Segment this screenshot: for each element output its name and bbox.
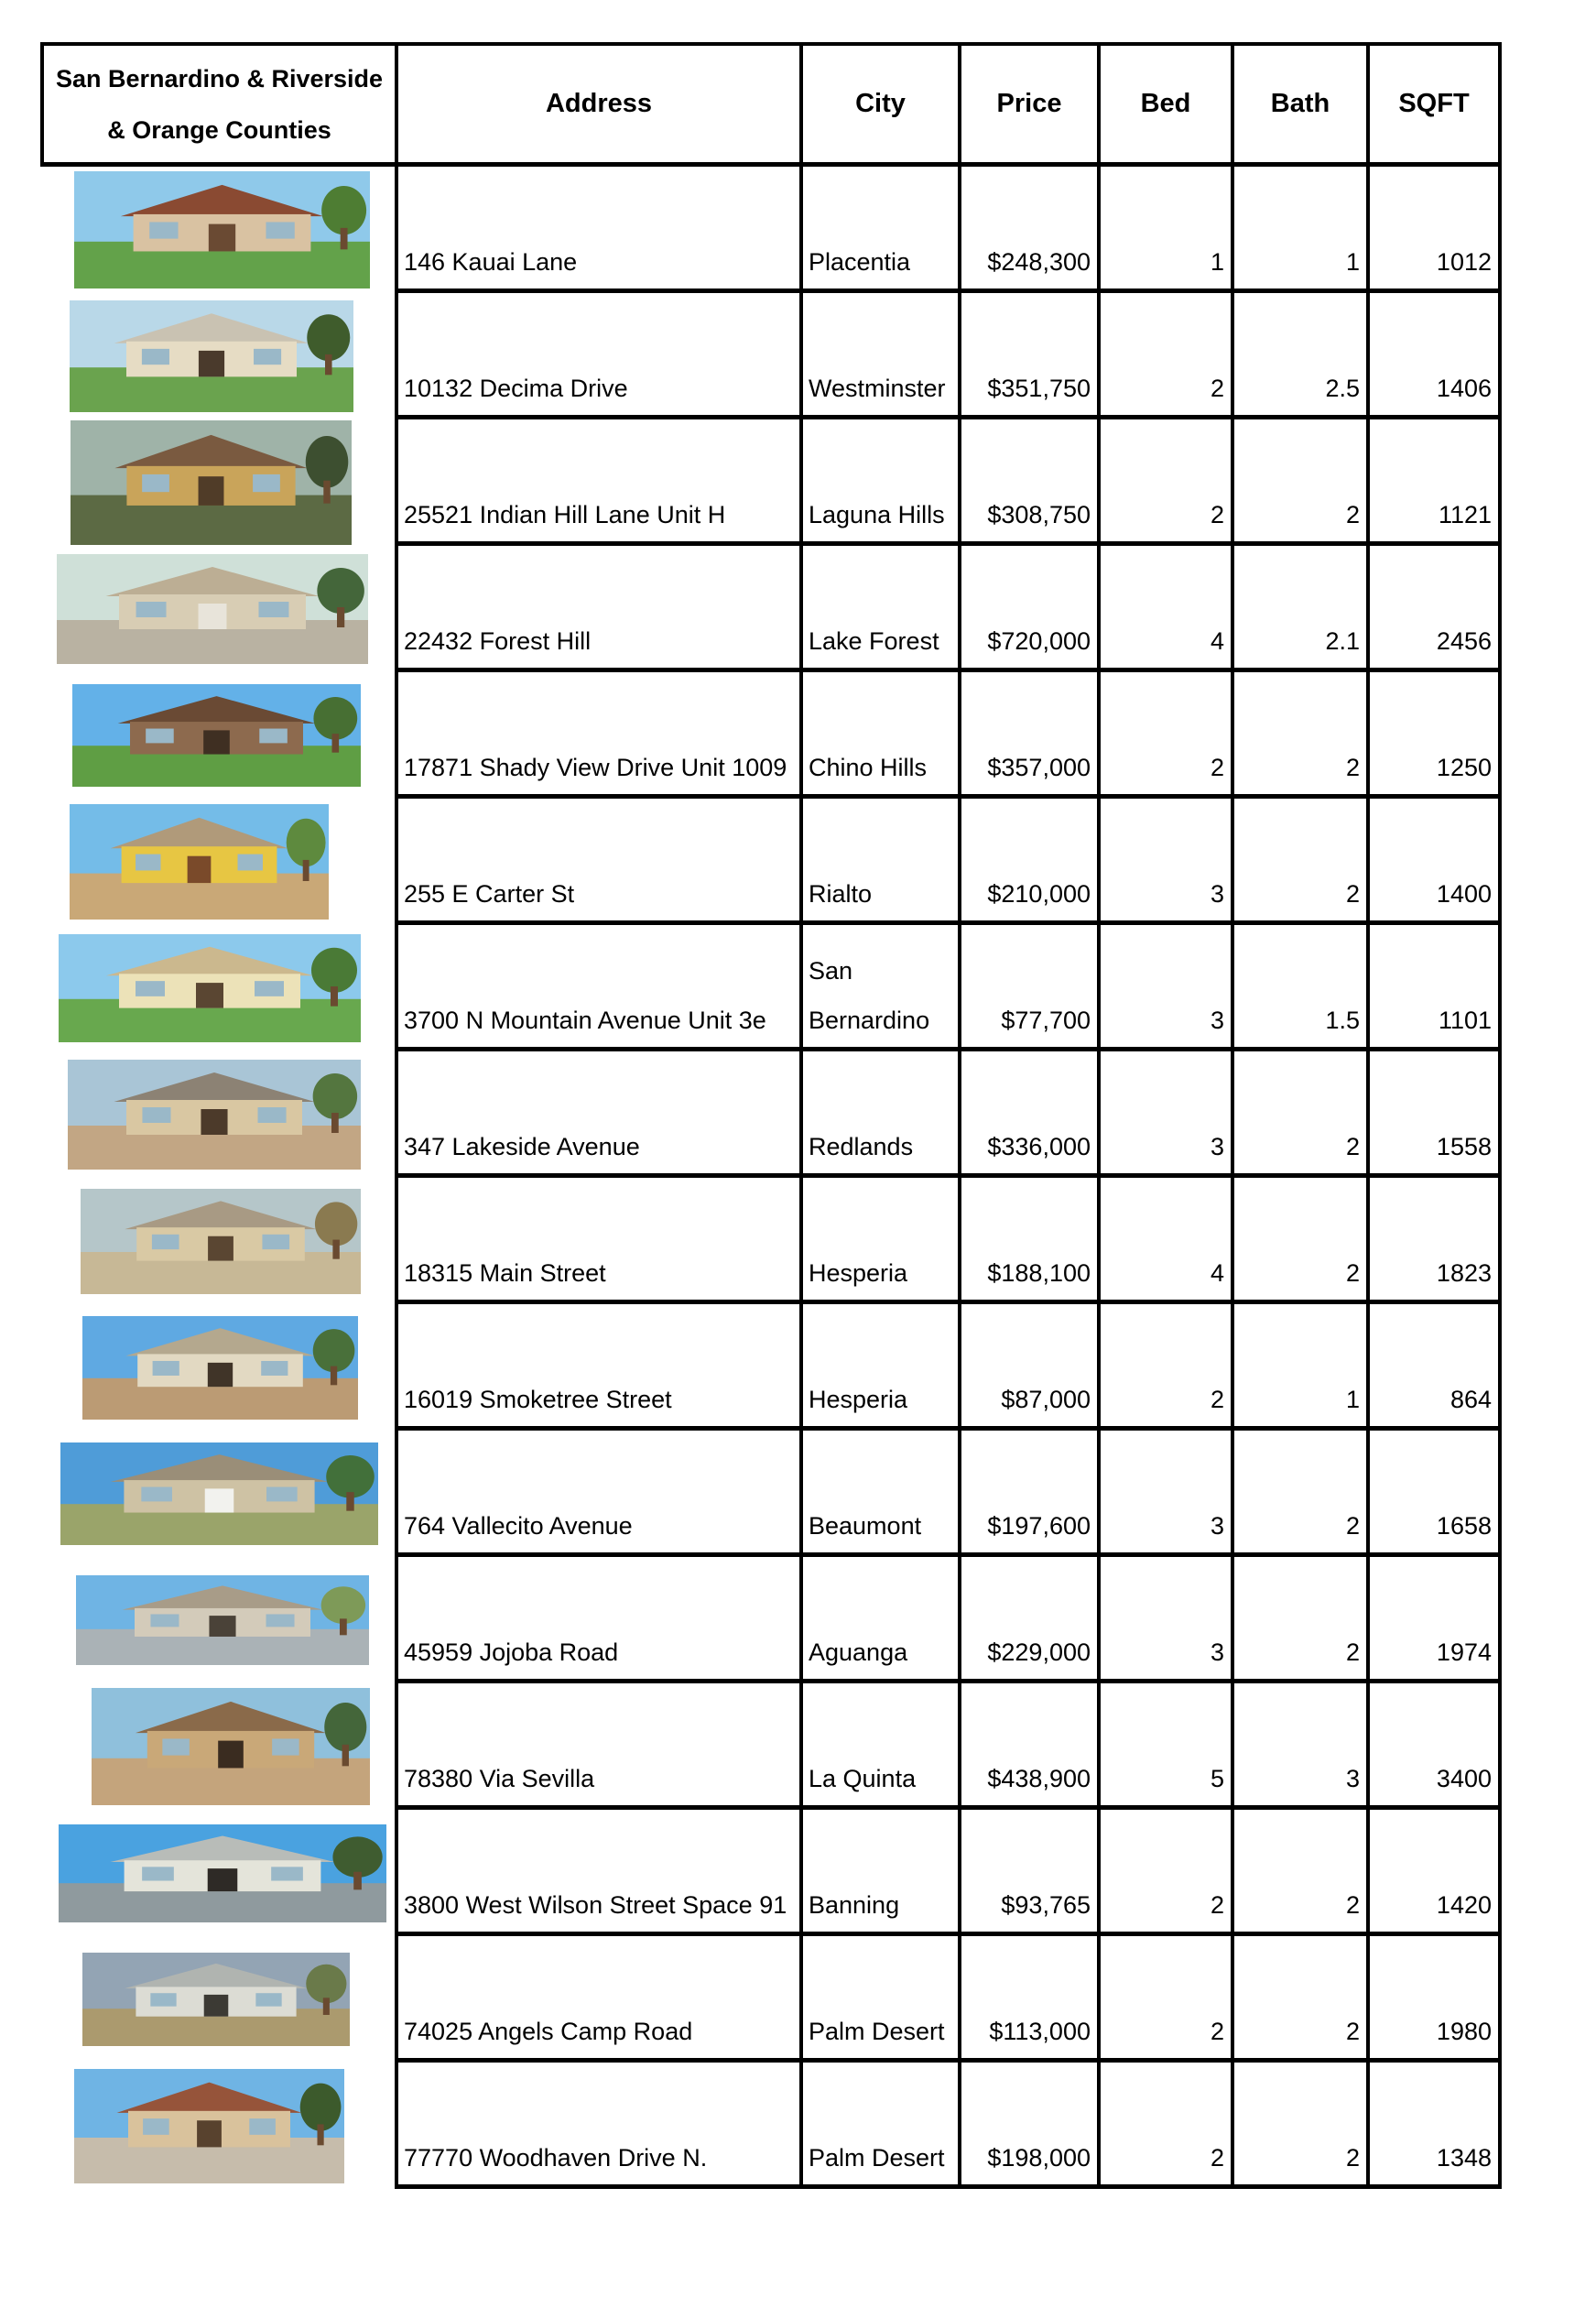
bath-cell: 2 [1231, 672, 1366, 799]
address-cell: 22432 Forest Hill [395, 546, 799, 672]
city-cell: San Bernardino [799, 925, 958, 1051]
price-cell: $351,750 [958, 293, 1097, 419]
address-cell: 146 Kauai Lane [395, 167, 799, 293]
house-photo [82, 1316, 358, 1420]
bed-cell: 2 [1097, 293, 1231, 419]
photo-cell [40, 1051, 395, 1178]
bath-cell: 1 [1231, 1304, 1366, 1431]
table-row [40, 1051, 1502, 1178]
sqft-cell: 3400 [1366, 1683, 1502, 1810]
bath-cell: 1 [1231, 167, 1366, 293]
table-row [40, 293, 1502, 419]
house-photo [82, 1953, 350, 2046]
city-cell: Beaumont [799, 1431, 958, 1557]
sqft-cell: 1250 [1366, 672, 1502, 799]
address-cell: 74025 Angels Camp Road [395, 1936, 799, 2063]
address-cell: 78380 Via Sevilla [395, 1683, 799, 1810]
city-cell: Lake Forest [799, 546, 958, 672]
bath-cell: 2 [1231, 1178, 1366, 1304]
bed-cell: 2 [1097, 1810, 1231, 1936]
photo-cell [40, 799, 395, 925]
price-cell: $77,700 [958, 925, 1097, 1051]
corner-header-cell: San Bernardino & Riverside & Orange Counties [40, 42, 395, 167]
address-cell: 255 E Carter St [395, 799, 799, 925]
bed-cell: 2 [1097, 672, 1231, 799]
address-cell: 17871 Shady View Drive Unit 1009 [395, 672, 799, 799]
bed-cell: 3 [1097, 1051, 1231, 1178]
sqft-cell: 2456 [1366, 546, 1502, 672]
bath-cell: 2 [1231, 2063, 1366, 2189]
city-cell: Westminster [799, 293, 958, 419]
bath-cell: 2.5 [1231, 293, 1366, 419]
bath-cell: 2.1 [1231, 546, 1366, 672]
bed-cell: 2 [1097, 2063, 1231, 2189]
house-photo [92, 1688, 370, 1805]
house-photo [59, 1824, 386, 1922]
sqft-cell: 1101 [1366, 925, 1502, 1051]
sqft-cell: 1406 [1366, 293, 1502, 419]
photo-cell [40, 1683, 395, 1810]
bath-cell: 2 [1231, 799, 1366, 925]
price-cell: $248,300 [958, 167, 1097, 293]
table-row [40, 1683, 1502, 1810]
table-row [40, 546, 1502, 672]
sqft-cell: 1400 [1366, 799, 1502, 925]
bed-cell: 3 [1097, 1557, 1231, 1683]
house-photo [59, 934, 361, 1042]
address-cell: 16019 Smoketree Street [395, 1304, 799, 1431]
bath-cell: 2 [1231, 1936, 1366, 2063]
bed-cell: 5 [1097, 1683, 1231, 1810]
bath-cell: 2 [1231, 1557, 1366, 1683]
address-cell: 764 Vallecito Avenue [395, 1431, 799, 1557]
column-header-bed: Bed [1097, 42, 1231, 167]
house-photo [60, 1442, 378, 1545]
photo-cell [40, 672, 395, 799]
bed-cell: 4 [1097, 1178, 1231, 1304]
house-photo [76, 1575, 369, 1665]
table-row [40, 925, 1502, 1051]
table-row [40, 167, 1502, 293]
photo-cell [40, 925, 395, 1051]
address-cell: 77770 Woodhaven Drive N. [395, 2063, 799, 2189]
bed-cell: 3 [1097, 1431, 1231, 1557]
table-row [40, 1431, 1502, 1557]
house-photo [68, 1060, 361, 1170]
address-cell: 3800 West Wilson Street Space 91 [395, 1810, 799, 1936]
price-cell: $87,000 [958, 1304, 1097, 1431]
city-cell: Redlands [799, 1051, 958, 1178]
address-cell: 10132 Decima Drive [395, 293, 799, 419]
price-cell: $93,765 [958, 1810, 1097, 1936]
city-cell: Banning [799, 1810, 958, 1936]
address-cell: 347 Lakeside Avenue [395, 1051, 799, 1178]
column-header-bath: Bath [1231, 42, 1366, 167]
table-row [40, 1557, 1502, 1683]
city-cell: Laguna Hills [799, 419, 958, 546]
city-cell: Rialto [799, 799, 958, 925]
table-row [40, 1178, 1502, 1304]
price-cell: $438,900 [958, 1683, 1097, 1810]
address-cell: 45959 Jojoba Road [395, 1557, 799, 1683]
column-header-price: Price [958, 42, 1097, 167]
bed-cell: 4 [1097, 546, 1231, 672]
table-body [40, 167, 1502, 2189]
sqft-cell: 1420 [1366, 1810, 1502, 1936]
house-photo [72, 684, 361, 787]
bed-cell: 3 [1097, 799, 1231, 925]
price-cell: $357,000 [958, 672, 1097, 799]
city-cell: Placentia [799, 167, 958, 293]
bed-cell: 2 [1097, 1304, 1231, 1431]
city-cell: Hesperia [799, 1304, 958, 1431]
sqft-cell: 1980 [1366, 1936, 1502, 2063]
house-photo [74, 2069, 344, 2183]
photo-cell [40, 1304, 395, 1431]
photo-cell [40, 293, 395, 419]
city-cell: Chino Hills [799, 672, 958, 799]
sqft-cell: 1658 [1366, 1431, 1502, 1557]
house-photo [70, 300, 353, 412]
price-cell: $308,750 [958, 419, 1097, 546]
table-row [40, 799, 1502, 925]
table-row [40, 419, 1502, 546]
address-cell: 3700 N Mountain Avenue Unit 3e [395, 925, 799, 1051]
photo-cell [40, 2063, 395, 2189]
photo-cell [40, 1810, 395, 1936]
table-header-row [40, 42, 1502, 167]
city-cell: Aguanga [799, 1557, 958, 1683]
column-header-address: Address [395, 42, 799, 167]
price-cell: $210,000 [958, 799, 1097, 925]
sqft-cell: 1012 [1366, 167, 1502, 293]
city-cell: Palm Desert [799, 2063, 958, 2189]
price-cell: $198,000 [958, 2063, 1097, 2189]
column-header-sqft: SQFT [1366, 42, 1502, 167]
price-cell: $720,000 [958, 546, 1097, 672]
bed-cell: 3 [1097, 925, 1231, 1051]
listings-table [40, 42, 1502, 2189]
table-row [40, 1936, 1502, 2063]
photo-cell [40, 1431, 395, 1557]
column-header-city: City [799, 42, 958, 167]
sqft-cell: 1558 [1366, 1051, 1502, 1178]
price-cell: $113,000 [958, 1936, 1097, 2063]
price-cell: $188,100 [958, 1178, 1097, 1304]
bath-cell: 1.5 [1231, 925, 1366, 1051]
bed-cell: 1 [1097, 167, 1231, 293]
photo-cell [40, 419, 395, 546]
photo-cell [40, 167, 395, 293]
address-cell: 25521 Indian Hill Lane Unit H [395, 419, 799, 546]
table-row [40, 1304, 1502, 1431]
address-cell: 18315 Main Street [395, 1178, 799, 1304]
city-cell: Palm Desert [799, 1936, 958, 2063]
table-row [40, 2063, 1502, 2189]
bath-cell: 2 [1231, 1051, 1366, 1178]
bed-cell: 2 [1097, 419, 1231, 546]
city-cell: Hesperia [799, 1178, 958, 1304]
bed-cell: 2 [1097, 1936, 1231, 2063]
bath-cell: 2 [1231, 1810, 1366, 1936]
bath-cell: 2 [1231, 1431, 1366, 1557]
photo-cell [40, 1557, 395, 1683]
house-photo [81, 1189, 361, 1294]
price-cell: $197,600 [958, 1431, 1097, 1557]
sqft-cell: 1348 [1366, 2063, 1502, 2189]
price-cell: $229,000 [958, 1557, 1097, 1683]
house-photo [57, 554, 368, 664]
table-row [40, 672, 1502, 799]
sqft-cell: 864 [1366, 1304, 1502, 1431]
photo-cell [40, 546, 395, 672]
photo-cell [40, 1936, 395, 2063]
bath-cell: 3 [1231, 1683, 1366, 1810]
house-photo [74, 171, 370, 288]
photo-cell [40, 1178, 395, 1304]
sqft-cell: 1974 [1366, 1557, 1502, 1683]
house-photo [70, 804, 329, 920]
bath-cell: 2 [1231, 419, 1366, 546]
price-cell: $336,000 [958, 1051, 1097, 1178]
table-row [40, 1810, 1502, 1936]
city-cell: La Quinta [799, 1683, 958, 1810]
sqft-cell: 1121 [1366, 419, 1502, 546]
house-photo [71, 420, 352, 545]
sqft-cell: 1823 [1366, 1178, 1502, 1304]
